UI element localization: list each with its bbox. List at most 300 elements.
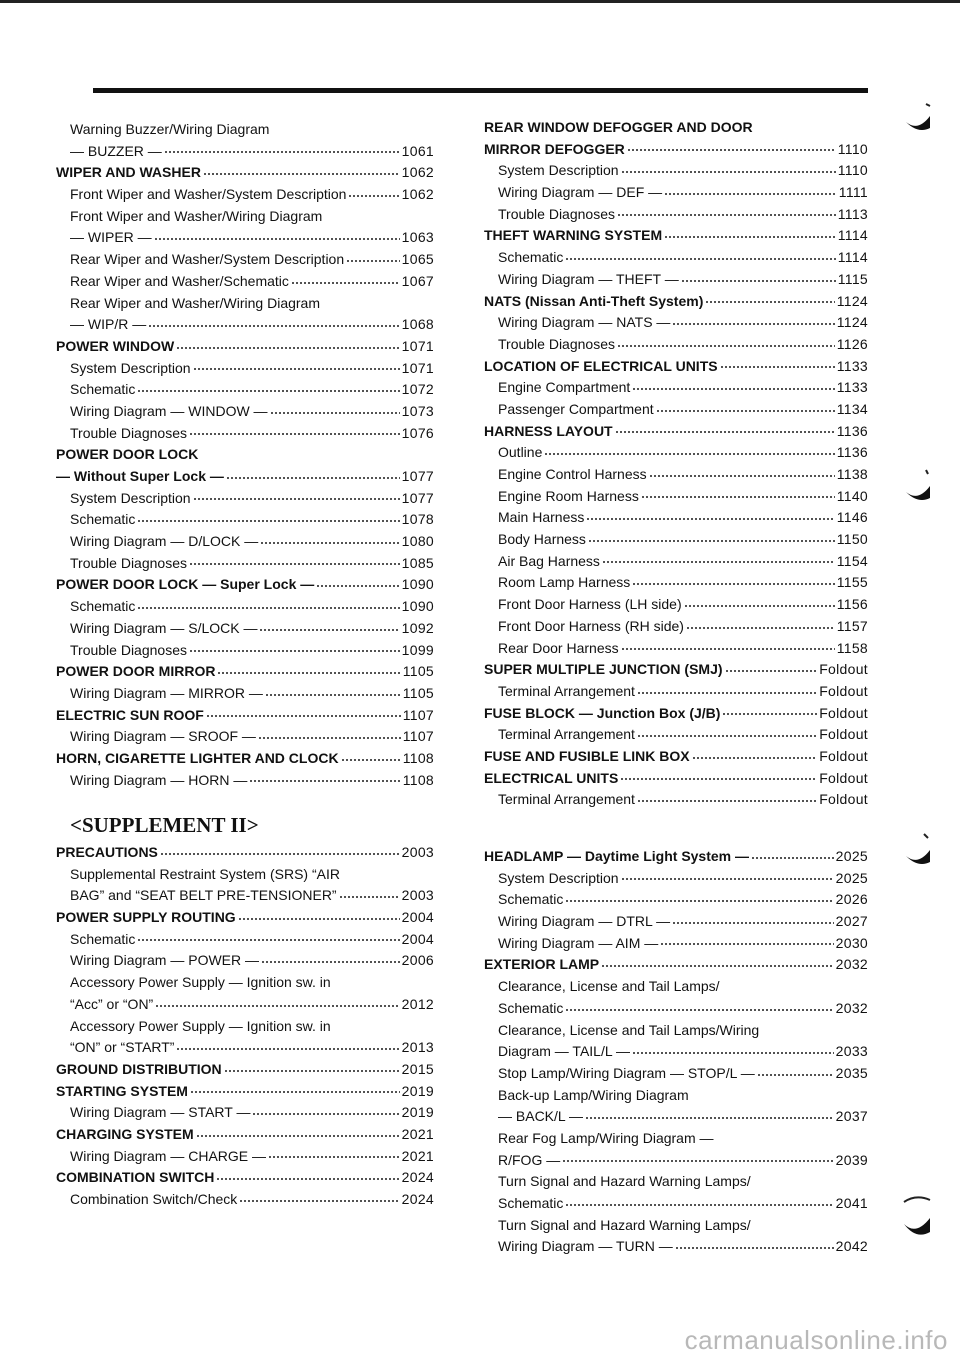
toc-section-entry: [56, 661, 434, 683]
toc-page-number: 2019: [401, 1082, 434, 1099]
toc-page-number: 1063: [401, 229, 434, 246]
toc-page-number: 1090: [401, 576, 434, 593]
toc-entry-title: Engine Control Harness: [498, 466, 647, 482]
toc-entry-title: POWER DOOR LOCK: [56, 446, 199, 463]
toc-entry-title: Warning Buzzer/Wiring Diagram: [70, 121, 270, 137]
dot-leader: [649, 470, 835, 478]
toc-entry: [56, 531, 434, 553]
toc-entry-title: — BUZZER —: [70, 142, 162, 159]
toc-page-number: Foldout: [819, 682, 868, 699]
toc-entry-title: Stop Lamp/Wiring Diagram — STOP/L —: [498, 1064, 755, 1081]
toc-entry: [484, 1150, 868, 1172]
dot-leader: [190, 1086, 400, 1094]
header-rule: [93, 88, 868, 93]
toc-page-number: 1108: [402, 749, 434, 766]
dot-leader: [565, 895, 833, 903]
toc-page-number: 1068: [401, 316, 434, 333]
toc-entry: [56, 119, 434, 141]
toc-entry-title: Terminal Arrangement: [498, 791, 635, 808]
toc-page-number: 1146: [836, 509, 868, 526]
toc-page-number: 2025: [835, 869, 868, 886]
toc-entry: [484, 911, 868, 933]
toc-entry: [484, 464, 868, 486]
toc-page-number: 1108: [402, 771, 434, 788]
toc-page-number: 1085: [401, 554, 434, 571]
toc-entry-title: Engine Room Harness: [498, 487, 639, 504]
toc-entry-title: — WIPER —: [70, 229, 152, 246]
toc-entry: [56, 972, 434, 994]
dot-leader: [757, 1069, 834, 1077]
binder-mark-icon: [898, 1194, 936, 1246]
toc-entry: [56, 206, 434, 228]
toc-entry: [56, 293, 434, 315]
toc-entry-title: “Acc” or “ON”: [70, 995, 154, 1012]
dot-leader: [637, 795, 817, 803]
toc-entry: [56, 885, 434, 907]
toc-entry: [484, 1236, 868, 1258]
dot-leader: [632, 383, 834, 391]
toc-entry-title: FUSE BLOCK — Junction Box (J/B): [484, 704, 721, 721]
binder-mark-icon: [900, 832, 936, 872]
toc-entry-title: Rear Fog Lamp/Wiring Diagram —: [498, 1129, 714, 1146]
toc-entry: [56, 994, 434, 1016]
dot-leader: [675, 1242, 834, 1250]
toc-entry-title: Wiring Diagram — HORN —: [70, 771, 248, 788]
toc-column-right-top: [484, 117, 868, 811]
toc-entry-title: POWER WINDOW: [56, 337, 175, 354]
toc-entry: [56, 770, 434, 792]
toc-entry-title: CHARGING SYSTEM: [56, 1125, 194, 1142]
toc-section-entry: [56, 444, 434, 466]
dot-leader: [562, 1155, 833, 1163]
toc-page-number: 1134: [836, 400, 868, 417]
dot-leader: [656, 405, 835, 413]
toc-page-number: 1061: [401, 142, 434, 159]
toc-page-number: 1155: [836, 574, 868, 591]
toc-page-number: 1071: [401, 337, 434, 354]
toc-page-number: 1110: [837, 162, 868, 179]
dot-leader: [627, 144, 836, 152]
toc-page-number: 1062: [401, 186, 434, 203]
toc-entry-title: System Description: [70, 489, 191, 506]
toc-section-entry: [56, 842, 434, 864]
toc-entry-title: Schematic: [70, 930, 136, 947]
toc-column-left-bottom: [56, 842, 434, 1211]
toc-entry-title: — BACK/L —: [498, 1108, 584, 1125]
toc-page-number: 1154: [836, 552, 868, 569]
toc-page-number: 2004: [401, 930, 434, 947]
dot-leader: [137, 385, 399, 393]
toc-entry-title: Main Harness: [498, 509, 585, 526]
toc-entry: [56, 488, 434, 510]
toc-section-entry: [484, 356, 868, 378]
dot-leader: [544, 448, 834, 456]
dot-leader: [203, 168, 400, 176]
dot-leader: [588, 535, 835, 543]
dot-leader: [617, 209, 836, 217]
toc-entry-title: Front Wiper and Washer/System Description: [70, 186, 347, 203]
toc-page-number: Foldout: [819, 747, 868, 764]
top-edge-rule: [0, 0, 960, 3]
toc-entry: [484, 529, 868, 551]
dot-leader: [268, 1151, 400, 1159]
toc-page-number: 1076: [401, 424, 434, 441]
toc-page-number: 2035: [835, 1064, 868, 1081]
toc-section-entry: [484, 659, 868, 681]
toc-page-number: 1080: [401, 533, 434, 550]
toc-entry: [56, 640, 434, 662]
dot-leader: [722, 708, 817, 716]
toc-section-entry: [484, 954, 868, 976]
toc-entry: [56, 1189, 434, 1211]
dot-leader: [664, 188, 837, 196]
dot-leader: [672, 917, 833, 925]
dot-leader: [249, 775, 400, 783]
toc-entry-title: Diagram — TAIL/L —: [498, 1043, 631, 1060]
toc-entry: [56, 553, 434, 575]
toc-section-entry: [484, 703, 868, 725]
toc-entry-title: REAR WINDOW DEFOGGER AND DOOR: [484, 119, 753, 135]
toc-page-number: Foldout: [819, 791, 868, 808]
toc-entry: [484, 160, 868, 182]
toc-entry-title: Accessory Power Supply — Ignition sw. in: [70, 1017, 331, 1034]
toc-entry-title: Room Lamp Harness: [498, 574, 631, 591]
dot-leader: [252, 1108, 399, 1116]
toc-entry-title: Rear Wiper and Washer/Wiring Diagram: [70, 294, 320, 311]
toc-entry-title: Schematic: [498, 249, 564, 266]
dot-leader: [686, 622, 835, 630]
toc-entry-title: Rear Wiper and Washer/System Description: [70, 251, 345, 268]
toc-page-number: 2041: [835, 1195, 868, 1211]
toc-entry-title: POWER DOOR LOCK — Super Lock —: [56, 576, 315, 593]
toc-entry-title: Rear Door Harness: [498, 639, 619, 656]
toc-entry: [484, 486, 868, 508]
toc-entry: [56, 509, 434, 531]
toc-section-entry: [484, 117, 868, 139]
dot-leader: [681, 275, 836, 283]
toc-entry-title: R/FOG —: [498, 1151, 561, 1168]
dot-leader: [261, 956, 400, 964]
toc-page-number: 1124: [836, 292, 868, 309]
toc-entry: [56, 726, 434, 748]
toc-entry-title: Back-up Lamp/Wiring Diagram: [498, 1086, 689, 1103]
toc-page-number: 1077: [401, 468, 434, 484]
toc-entry: [56, 314, 434, 336]
toc-page-number: 2003: [401, 844, 434, 860]
toc-page-number: 2024: [401, 1169, 434, 1186]
toc-entry: [484, 594, 868, 616]
toc-entry-title: HARNESS LAYOUT: [484, 422, 613, 439]
toc-section-entry: [56, 162, 434, 184]
toc-entry-title: GROUND DISTRIBUTION: [56, 1060, 222, 1077]
dot-leader: [189, 558, 400, 566]
toc-entry-title: Trouble Diagnoses: [498, 335, 615, 352]
toc-entry: [484, 1020, 868, 1042]
dot-leader: [341, 754, 401, 762]
toc-page-number: 2024: [401, 1191, 434, 1207]
dot-leader: [617, 340, 835, 348]
toc-entry: [484, 681, 868, 703]
toc-page-number: 1111: [838, 184, 868, 201]
toc-entry: [484, 889, 868, 911]
dot-leader: [193, 363, 400, 371]
toc-page-number: 1156: [836, 596, 868, 613]
toc-entry: [56, 864, 434, 886]
toc-entry-title: Wiring Diagram — WINDOW —: [70, 402, 268, 419]
dot-leader: [226, 472, 400, 480]
toc-entry: [484, 789, 868, 811]
dot-leader: [224, 1065, 400, 1073]
toc-entry: [56, 227, 434, 249]
toc-page-number: 1067: [401, 272, 434, 289]
toc-section-entry: [484, 225, 868, 247]
toc-entry-title: Wiring Diagram — POWER —: [70, 952, 260, 969]
toc-section-entry: [56, 1124, 434, 1146]
dot-leader: [725, 665, 818, 673]
toc-entry: [484, 933, 868, 955]
toc-entry-title: MIRROR DEFOGGER: [484, 140, 625, 157]
dot-leader: [620, 773, 817, 781]
toc-page-number: 1115: [837, 270, 868, 287]
toc-entry: [56, 401, 434, 423]
toc-entry: [484, 247, 868, 269]
toc-entry-title: COMBINATION SWITCH: [56, 1169, 215, 1186]
toc-page-number: 1140: [836, 487, 868, 504]
toc-page-number: 2032: [835, 956, 868, 973]
dot-leader: [260, 537, 399, 545]
toc-section-entry: [56, 574, 434, 596]
toc-column-left-top: [56, 119, 434, 791]
dot-leader: [621, 643, 835, 651]
toc-section-entry: [56, 1059, 434, 1081]
dot-leader: [148, 320, 399, 328]
toc-entry-title: ELECTRICAL UNITS: [484, 769, 619, 786]
dot-leader: [672, 318, 834, 326]
toc-entry-title: Body Harness: [498, 531, 586, 548]
toc-page-number: 1133: [836, 357, 868, 374]
toc-entry-title: Front Door Harness (LH side): [498, 596, 682, 613]
toc-entry: [484, 204, 868, 226]
toc-entry-title: System Description: [498, 162, 619, 179]
dot-leader: [660, 938, 833, 946]
dot-leader: [270, 407, 400, 415]
toc-entry-title: THEFT WARNING SYSTEM: [484, 227, 663, 244]
toc-entry-title: Air Bag Harness: [498, 552, 600, 569]
toc-entry-title: Schematic: [498, 1195, 564, 1211]
toc-entry-title: Terminal Arrangement: [498, 682, 635, 699]
toc-entry: [484, 1215, 868, 1237]
toc-entry-title: Turn Signal and Hazard Warning Lamps/: [498, 1173, 751, 1190]
toc-entry-title: Front Wiper and Washer/Wiring Diagram: [70, 207, 323, 224]
toc-page-number: 2037: [835, 1108, 868, 1125]
toc-entry: [56, 358, 434, 380]
toc-entry-title: Trouble Diagnoses: [70, 554, 187, 571]
toc-entry-title: POWER SUPPLY ROUTING: [56, 909, 236, 926]
toc-entry: [56, 1146, 434, 1168]
dot-leader: [164, 146, 400, 154]
dot-leader: [720, 361, 835, 369]
dot-leader: [176, 1043, 399, 1051]
toc-page-number: 1114: [837, 249, 868, 266]
dot-leader: [601, 960, 834, 968]
toc-page-number: 1105: [402, 663, 434, 680]
toc-page-number: 1107: [402, 706, 434, 723]
toc-entry-title: FUSE AND FUSIBLE LINK BOX: [484, 747, 690, 764]
toc-page-number: 1105: [402, 684, 434, 701]
toc-page-number: 1110: [837, 140, 868, 157]
toc-page-number: 1090: [401, 598, 434, 615]
dot-leader: [155, 1000, 399, 1008]
toc-page-number: 2004: [401, 909, 434, 926]
toc-entry-title: System Description: [498, 869, 619, 886]
dot-leader: [565, 253, 835, 261]
dot-leader: [692, 752, 818, 760]
toc-entry-title: Turn Signal and Hazard Warning Lamps/: [498, 1216, 751, 1233]
toc-page-number: 1071: [401, 359, 434, 376]
toc-column-right-bottom: [484, 846, 868, 1258]
toc-entry-title: PRECAUTIONS: [56, 844, 158, 860]
toc-entry: [56, 929, 434, 951]
toc-entry-title: Schematic: [70, 598, 136, 615]
toc-section-entry: [484, 421, 868, 443]
dot-leader: [615, 426, 835, 434]
toc-section-entry: [56, 705, 434, 727]
toc-entry-title: Clearance, License and Tail Lamps/: [498, 978, 720, 995]
toc-page-number: Foldout: [819, 704, 868, 721]
toc-entry-title: ELECTRIC SUN ROOF: [56, 706, 204, 723]
toc-entry: [484, 377, 868, 399]
toc-entry-title: Wiring Diagram — AIM —: [498, 934, 659, 951]
binder-mark-icon: [900, 100, 936, 136]
toc-entry-title: EXTERIOR LAMP: [484, 956, 600, 973]
toc-page-number: 1062: [401, 164, 434, 181]
toc-entry: [56, 184, 434, 206]
dot-leader: [160, 848, 400, 856]
toc-entry-title: Wiring Diagram — D/LOCK —: [70, 533, 259, 550]
toc-entry: [56, 1037, 434, 1059]
toc-entry-title: Schematic: [70, 511, 136, 528]
toc-entry-title: NATS (Nissan Anti-Theft System): [484, 292, 704, 309]
dot-leader: [259, 624, 399, 632]
toc-page-number: 2015: [401, 1060, 434, 1077]
toc-entry-title: Engine Compartment: [498, 379, 631, 396]
toc-page-number: 1138: [836, 466, 868, 482]
dot-leader: [258, 732, 401, 740]
toc-page-number: 1150: [836, 531, 868, 548]
toc-entry-title: Wiring Diagram — NATS —: [498, 314, 671, 331]
toc-entry: [56, 141, 434, 163]
dot-leader: [602, 556, 835, 564]
toc-entry-title: HORN, CIGARETTE LIGHTER AND CLOCK: [56, 749, 339, 766]
toc-entry-title: Wiring Diagram — CHARGE —: [70, 1147, 267, 1164]
toc-section-entry: [484, 768, 868, 790]
toc-entry-title: POWER DOOR MIRROR: [56, 663, 216, 680]
toc-entry: [56, 596, 434, 618]
dot-leader: [291, 277, 400, 285]
toc-entry: [484, 269, 868, 291]
dot-leader: [316, 580, 399, 588]
toc-entry-title: STARTING SYSTEM: [56, 1082, 188, 1099]
toc-page-number: 2021: [401, 1147, 434, 1164]
toc-entry: [56, 1016, 434, 1038]
toc-page-number: 1065: [401, 251, 434, 268]
dot-leader: [196, 1130, 400, 1138]
toc-entry: [484, 1171, 868, 1193]
toc-page-number: 2026: [835, 891, 868, 908]
dot-leader: [637, 730, 817, 738]
toc-entry-title: System Description: [70, 359, 191, 376]
dot-leader: [586, 513, 834, 521]
dot-leader: [193, 493, 400, 501]
toc-entry: [56, 1102, 434, 1124]
toc-entry-title: HEADLAMP — Daytime Light System —: [484, 848, 750, 864]
toc-entry-title: LOCATION OF ELECTRICAL UNITS: [484, 357, 718, 374]
dot-leader: [189, 428, 400, 436]
dot-leader: [632, 578, 834, 586]
toc-page-number: Foldout: [819, 769, 868, 786]
toc-page-number: 2030: [835, 934, 868, 951]
toc-entry-title: Wiring Diagram — TURN —: [498, 1238, 673, 1255]
toc-entry-title: Wiring Diagram — DTRL —: [498, 913, 671, 930]
toc-entry: [484, 572, 868, 594]
dot-leader: [621, 873, 834, 881]
toc-page-number: 1126: [836, 335, 868, 352]
toc-entry-title: SUPER MULTIPLE JUNCTION (SMJ): [484, 661, 723, 678]
dot-leader: [238, 913, 400, 921]
toc-page-number: 2039: [835, 1151, 868, 1168]
dot-leader: [641, 491, 835, 499]
toc-entry-title: Wiring Diagram — MIRROR —: [70, 684, 263, 701]
toc-page-number: 1107: [402, 728, 434, 745]
dot-leader: [585, 1112, 834, 1120]
toc-section-entry: [484, 846, 868, 868]
toc-page-number: 1077: [401, 489, 434, 506]
toc-page-number: 1099: [401, 641, 434, 658]
dot-leader: [137, 934, 399, 942]
supplement-heading: <SUPPLEMENT II>: [70, 813, 259, 837]
toc-entry: [484, 616, 868, 638]
toc-section-entry: [484, 139, 868, 161]
dot-leader: [239, 1195, 399, 1203]
toc-entry: [484, 507, 868, 529]
dot-leader: [632, 1047, 834, 1055]
toc-entry: [56, 271, 434, 293]
toc-entry: [484, 724, 868, 746]
toc-entry-title: Front Door Harness (RH side): [498, 617, 684, 634]
toc-entry: [484, 442, 868, 464]
toc-entry-title: Schematic: [498, 891, 564, 908]
toc-entry-title: Trouble Diagnoses: [70, 641, 187, 658]
toc-page-number: 2021: [401, 1125, 434, 1142]
toc-page-number: 1157: [836, 617, 868, 634]
dot-leader: [346, 255, 400, 263]
toc-section-entry: [484, 746, 868, 768]
toc-entry-title: Wiring Diagram — START —: [70, 1104, 251, 1121]
toc-entry: [56, 423, 434, 445]
toc-page-number: 1073: [401, 402, 434, 419]
dot-leader: [348, 190, 399, 198]
toc-entry: [484, 998, 868, 1020]
toc-entry-title: Rear Wiper and Washer/Schematic: [70, 272, 289, 289]
toc-entry-title: Trouble Diagnoses: [498, 205, 615, 222]
toc-entry-title: Passenger Compartment: [498, 400, 654, 417]
toc-entry-title: Clearance, License and Tail Lamps/Wiring: [498, 1021, 760, 1038]
toc-section-entry: [484, 291, 868, 313]
toc-entry: [56, 249, 434, 271]
toc-page-number: 1136: [836, 422, 868, 439]
toc-entry-title: Wiring Diagram — SROOF —: [70, 728, 256, 745]
toc-section-entry: [56, 748, 434, 770]
